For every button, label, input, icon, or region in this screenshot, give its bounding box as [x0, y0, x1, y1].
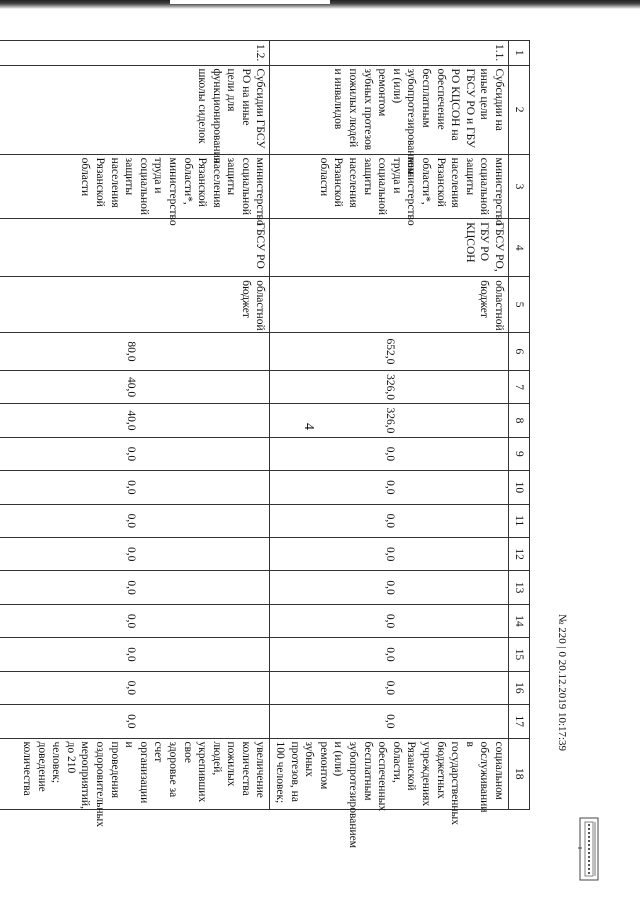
column-header: 16	[509, 671, 530, 704]
column-header: 15	[509, 638, 530, 671]
year-amount: 40,0	[0, 404, 270, 437]
column-header: 10	[509, 471, 530, 504]
total-amount: 652,0	[270, 332, 509, 370]
column-header: 3	[509, 154, 530, 219]
year-amount: 0,0	[270, 671, 509, 704]
column-header: 8	[509, 404, 530, 437]
measure-name: Субсидии на иные цели ГБСУ РО и ГБУ РО КЦСОН на обеспечение бесплатным зубопротезированием и (или) ремонтом зубных протезов пожилых людей и инвалидов	[270, 65, 509, 154]
column-header: 5	[509, 277, 530, 333]
year-amount: 0,0	[270, 437, 509, 470]
column-header: 18	[509, 738, 530, 810]
expected-result: социальном обслуживании в государственных бюджетных учреждениях Рязанской области, обеспеченных бесплатным зубопротезированием и (или) ремонтом зубных протезов, на 100 человек;	[270, 738, 509, 810]
funding-source: областной бюджет	[0, 277, 270, 333]
year-amount: 40,0	[0, 370, 270, 403]
row-number: 1.1.	[270, 41, 509, 66]
recipient: ГБСУ РО, ГБУ РО КЦСОН	[270, 219, 509, 277]
rotated-table-sheet	[0, 40, 530, 849]
year-amount: 0,0	[270, 471, 509, 504]
registration-stamp-text: № 220 | 0 20.12.2019 10:17:39	[556, 614, 568, 752]
expected-result: увеличение количества пожилых людей, укрепивших свое здоровье за счет организации и проведения оздоровительных мероприятий, до 210 человек; доведение количества	[0, 738, 270, 810]
year-amount: 0,0	[270, 571, 509, 604]
electronic-signature-stamp-icon	[576, 808, 602, 888]
table-row	[270, 41, 509, 810]
column-header: 12	[509, 537, 530, 570]
column-header: 11	[509, 504, 530, 537]
program-table	[0, 40, 530, 849]
funding-source: областной бюджет	[270, 277, 509, 333]
year-amount: 0,0	[0, 638, 270, 671]
column-header: 17	[509, 705, 530, 738]
column-header: 9	[509, 437, 530, 470]
recipient: ГБСУ РО	[0, 219, 270, 277]
column-header: 14	[509, 604, 530, 637]
page-number: 4	[301, 423, 316, 430]
year-amount: 0,0	[270, 705, 509, 738]
year-amount: 0,0	[0, 504, 270, 537]
year-amount: 0,0	[0, 671, 270, 704]
year-amount: 0,0	[270, 504, 509, 537]
total-amount: 80,0	[0, 332, 270, 370]
row-number: 1.2.	[0, 41, 270, 66]
year-amount: 0,0	[0, 705, 270, 738]
year-amount: 0,0	[0, 604, 270, 637]
year-amount: 0,0	[270, 604, 509, 637]
column-header: 2	[509, 65, 530, 154]
year-amount: 0,0	[270, 537, 509, 570]
measure-name: Субсидии ГБСУ РО на иные цели для функционирования школы сиделок	[0, 65, 270, 154]
table-row	[0, 41, 270, 810]
year-amount: 0,0	[0, 471, 270, 504]
column-header: 1	[509, 41, 530, 66]
column-header: 13	[509, 571, 530, 604]
year-amount: 0,0	[0, 537, 270, 570]
column-header: 4	[509, 219, 530, 277]
column-header: 7	[509, 370, 530, 403]
year-amount: 0,0	[0, 437, 270, 470]
year-amount: 326,0	[270, 404, 509, 437]
executor: министерство социальной защиты населения Рязанской области*, министерство труда и социальной защиты населения Рязанской области	[270, 154, 509, 219]
scan-edge-gap	[170, 0, 330, 4]
executor: министерство социальной защиты населения Рязанской области*, министерство труда и социальной защиты населения Рязанской области	[0, 154, 270, 219]
year-amount: 326,0	[270, 370, 509, 403]
year-amount: 0,0	[270, 638, 509, 671]
header-row	[509, 41, 530, 810]
column-header: 6	[509, 332, 530, 370]
year-amount: 0,0	[0, 571, 270, 604]
